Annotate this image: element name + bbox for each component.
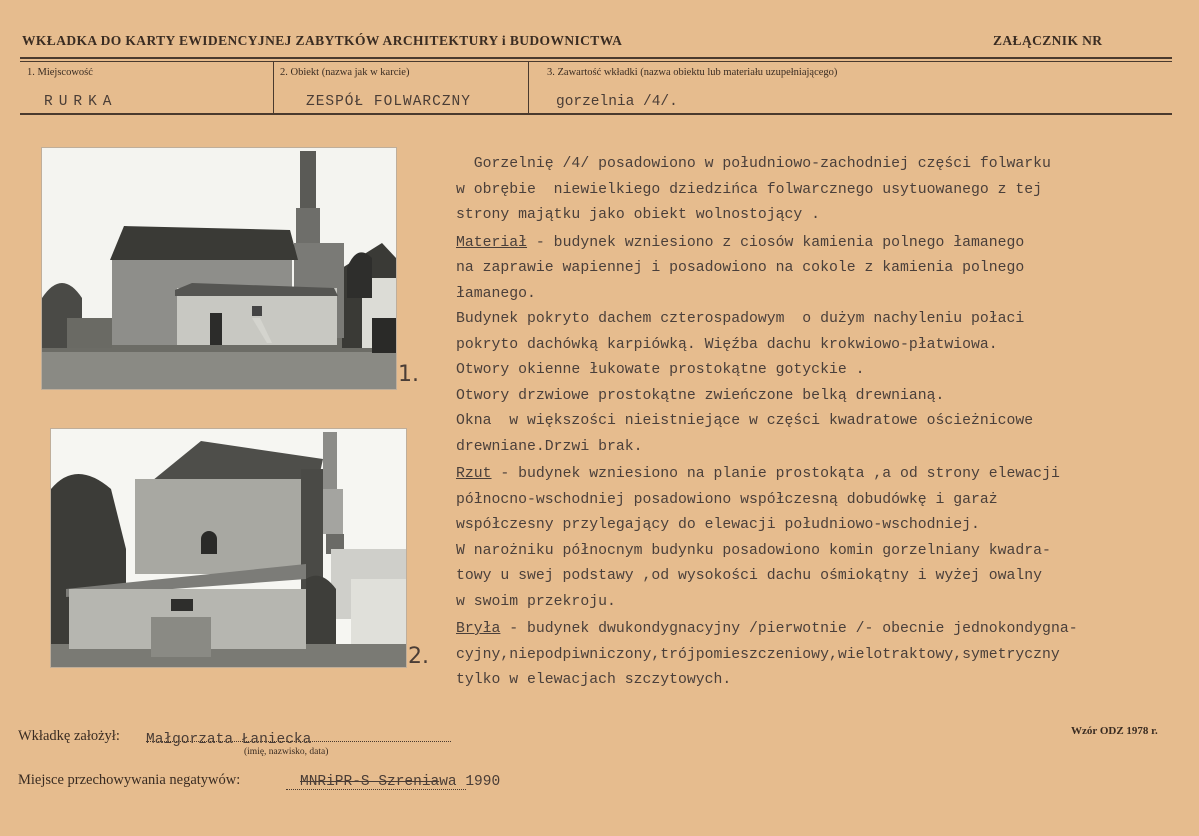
card-title: WKŁADKA DO KARTY EWIDENCYJNEJ ZABYTKÓW ARCHITEKTURY i BUDOWNICTWA — [22, 33, 623, 48]
text-line: w obrębie niewielkiego dziedzińca folwarcznego usytuowanego z tej — [456, 181, 1043, 198]
section-heading-material: Materiał — [456, 234, 528, 251]
top-rule — [20, 57, 1172, 59]
photo-2-number: 2. — [408, 644, 429, 669]
top-rule-thin — [20, 61, 1172, 62]
text-line: na zaprawie wapiennej i posadowiono na cokole z kamienia polnego — [456, 260, 1025, 276]
fields-bottom-rule — [20, 113, 1172, 115]
text-line: Gorzelnię /4/ posadowiono w południowo-zachodniej części folwarku — [456, 156, 1051, 172]
photo-distillery-1 — [41, 147, 397, 390]
contents-value: gorzelnia /4/. — [556, 94, 678, 110]
description-text — [456, 152, 1176, 694]
paragraph-massing — [456, 617, 1176, 694]
text-line: pokryto dachówką karpiówką. Więźba dachu krokwiowo-płatwiowa. — [456, 336, 998, 353]
text-line: cyjny,niepodpiwniczony,trójpomieszczeniowy,wielotraktowy,symetryczny — [456, 646, 1060, 663]
text-line: strony majątku jako obiekt wolnostojący . — [456, 207, 821, 223]
paragraph-location — [456, 152, 1176, 229]
form-template-label: Wzór ODZ 1978 r. — [1071, 725, 1158, 737]
photo-distillery-1-image — [42, 148, 396, 389]
text-line-rest: - budynek dwukondygnacyjny /pierwotnie /- obecnie jednokondygna- — [500, 621, 1078, 637]
text-line: W narożniku północnym budynku posadowiono komin gorzelniany kwadra- — [456, 542, 1051, 559]
author-dotted-line — [146, 741, 451, 742]
text-line-rest: - budynek wzniesiono z ciosów kamienia polnego łamanego — [527, 234, 1025, 251]
object-label: 2. Obiekt (nazwa jak w karcie) — [280, 67, 410, 78]
author-value: Małgorzata Łaniecka — [146, 732, 312, 748]
section-heading-massing: Bryła — [456, 621, 501, 637]
field-divider-1 — [273, 62, 274, 114]
locality-label: 1. Miejscowość — [27, 67, 93, 78]
section-heading-plan: Rzut — [456, 466, 492, 482]
negatives-location-rest: wa 1990 — [439, 774, 501, 790]
text-line — [456, 231, 1176, 257]
text-line: współczesny przylegający do elewacji południowo-wschodniej. — [456, 517, 980, 533]
text-line: Otwory okienne łukowate prostokątne gotyckie . — [456, 362, 865, 378]
contents-label: 3. Zawartość wkładki (nazwa obiektu lub materiału uzupełniającego) — [547, 67, 838, 78]
field-divider-2 — [528, 62, 529, 114]
text-line: w swoim przekroju. — [456, 593, 616, 610]
locality-value: RURKA — [44, 94, 118, 110]
photo-distillery-2 — [50, 428, 407, 668]
text-line-rest: - budynek wzniesiono na planie prostokąta ,a od strony elewacji — [491, 466, 1060, 482]
text-line: łamanego. — [456, 285, 536, 302]
text-line: towy u swej podstawy ,od wysokości dachu ośmiokątny i wyżej owalny — [456, 568, 1043, 584]
author-sublabel: (imię, nazwisko, data) — [244, 747, 329, 757]
photo-distillery-2-image — [51, 429, 406, 667]
text-line: Otwory drzwiowe prostokątne zwieńczone belką drewnianą. — [456, 387, 945, 404]
text-line — [456, 617, 1176, 643]
text-line: tylko w elewacjach szczytowych. — [456, 672, 732, 688]
text-line: Budynek pokryto dachem czterospadowym o dużym nachyleniu połaci — [456, 311, 1025, 327]
negatives-location-value — [300, 774, 500, 790]
author-label: Wkładkę założył: — [18, 728, 120, 744]
photo-1-number: 1. — [398, 362, 419, 387]
negatives-location-label: Miejsce przechowywania negatywów: — [18, 772, 241, 788]
negatives-dotted-line — [286, 789, 466, 790]
text-line: Okna w większości nieistniejące w części kwadratowe ościeżnicowe — [456, 413, 1034, 429]
text-line: północno-wschodniej posadowiono współczesną dobudówkę i garaż — [456, 491, 998, 508]
text-line — [456, 462, 1176, 488]
paragraph-plan — [456, 462, 1176, 615]
object-value: ZESPÓŁ FOLWARCZNY — [306, 94, 471, 110]
negatives-location-struck: MNRiPR-S Szrenia — [300, 774, 440, 790]
paragraph-material — [456, 231, 1176, 461]
attachment-number-label: ZAŁĄCZNIK NR — [993, 33, 1103, 48]
text-line: drewniane.Drzwi brak. — [456, 438, 643, 455]
